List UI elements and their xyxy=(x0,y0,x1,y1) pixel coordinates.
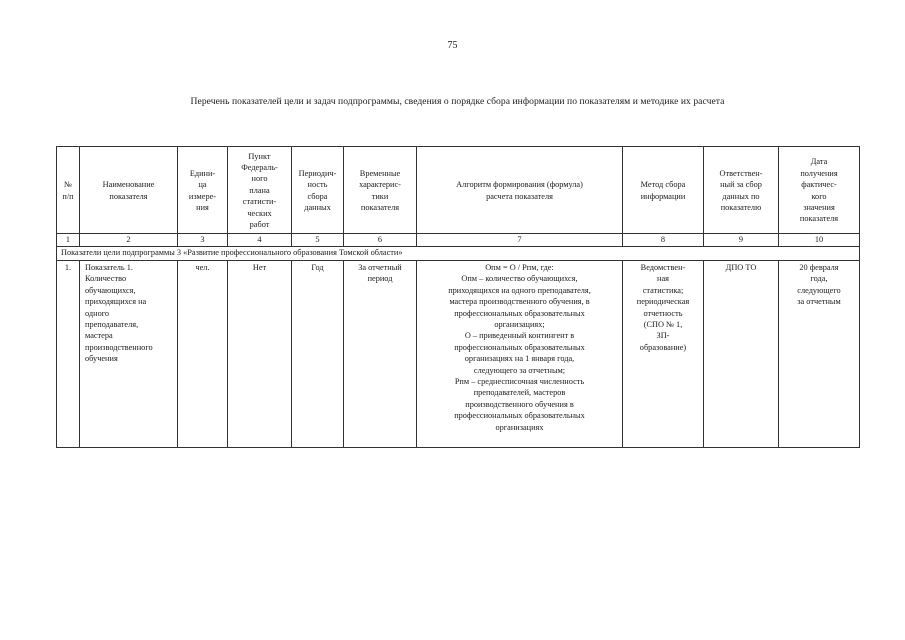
cell-line: следующего за отчетным; xyxy=(473,365,566,375)
page-number: 75 xyxy=(447,40,458,51)
cell-line: Количество xyxy=(85,274,127,284)
cell-line: статистика; xyxy=(642,285,684,295)
cell-line: отчетность xyxy=(643,308,683,318)
date-cell xyxy=(779,261,860,448)
cell-line: фактичес- xyxy=(801,180,837,190)
cell-line: Едини- xyxy=(189,168,216,178)
cell-line: обучения xyxy=(85,354,118,364)
cell-line: Опм = О / Рпм, где: xyxy=(485,263,554,272)
cell-line: Рпм – среднесписочная численность xyxy=(454,377,585,387)
cell-line: кого xyxy=(811,191,827,201)
header-row xyxy=(57,147,860,234)
column-number: 2 xyxy=(80,234,178,247)
cell-line: профессиональных образовательных xyxy=(454,411,585,421)
header-cell-fpsr xyxy=(228,147,292,234)
column-number: 6 xyxy=(344,234,417,247)
cell-line: Метод сбора xyxy=(640,180,686,190)
column-number-row xyxy=(57,234,860,247)
indicators-table xyxy=(56,146,860,448)
header-cell-num xyxy=(57,147,80,234)
cell-line: тики xyxy=(371,191,389,201)
cell-line: показателя xyxy=(360,202,400,212)
row-number: 1. xyxy=(57,261,80,448)
cell-line: период xyxy=(367,274,393,284)
cell-line: Дата xyxy=(810,157,828,167)
cell-line: следующего xyxy=(797,285,841,295)
cell-line: приходящихся на одного преподавателя, xyxy=(448,285,591,295)
cell-line: ЗП- xyxy=(656,331,670,341)
cell-line: плана xyxy=(249,185,270,195)
cell-line: Пункт xyxy=(248,151,271,161)
column-number: 1 xyxy=(57,234,80,247)
fpsr-cell: Нет xyxy=(228,261,292,448)
cell-line: периодическая xyxy=(636,297,690,307)
cell-line: (СПО № 1, xyxy=(643,320,683,330)
section-title: Показатели цели подпрограммы 3 «Развитие профессионального образования Томской области» xyxy=(57,247,860,261)
responsible-cell: ДПО ТО xyxy=(704,261,779,448)
cell-line: приходящихся на xyxy=(85,297,147,307)
cell-line: показателя xyxy=(109,191,148,201)
cell-line: производственного xyxy=(85,342,153,352)
header-cell-name xyxy=(80,147,178,234)
cell-line: производственного обучения в xyxy=(465,399,574,409)
cell-line: профессиональных образовательных xyxy=(454,342,585,352)
cell-line: преподавателей, мастеров xyxy=(473,388,566,398)
cell-line: ный за сбор xyxy=(720,180,762,190)
cell-line: ность xyxy=(307,180,328,190)
cell-line: показателя xyxy=(799,214,839,224)
cell-line: ная xyxy=(657,274,669,284)
cell-line: преподавателя, xyxy=(85,320,139,330)
header-cell-method xyxy=(623,147,704,234)
cell-line: ческих xyxy=(247,208,272,218)
cell-line: расчета показателя xyxy=(486,191,553,201)
cell-line: данных xyxy=(304,202,331,212)
cell-line: Ответствен- xyxy=(719,168,763,178)
cell-line: одного xyxy=(85,308,110,318)
cell-line: Наименование xyxy=(102,180,155,190)
cell-line: Федераль- xyxy=(241,162,278,172)
cell-line: образование) xyxy=(639,342,687,352)
column-number: 5 xyxy=(292,234,344,247)
method-cell xyxy=(623,261,704,448)
cell-line: Периодич- xyxy=(298,168,337,178)
cell-line: мастера производственного обучения, в xyxy=(449,297,590,307)
cell-line: мастера xyxy=(85,331,113,341)
indicator-name xyxy=(80,261,178,448)
column-number: 8 xyxy=(623,234,704,247)
cell-line: Опм – количество обучающихся, xyxy=(461,274,578,284)
cell-line: ного xyxy=(251,174,268,184)
cell-line: года, xyxy=(810,274,828,284)
cell-line: Показатель 1. xyxy=(85,263,134,272)
unit-cell: чел. xyxy=(178,261,228,448)
cell-line: получения xyxy=(800,168,838,178)
cell-line: характерис- xyxy=(359,180,401,190)
cell-line: значения xyxy=(803,202,835,212)
column-number: 7 xyxy=(417,234,623,247)
cell-line: № xyxy=(64,180,72,190)
formula-cell xyxy=(417,261,623,448)
cell-line: статисти- xyxy=(242,197,277,207)
cell-line: профессиональных образовательных xyxy=(454,308,585,318)
header-cell-formula xyxy=(417,147,623,234)
cell-line: организациях; xyxy=(494,320,545,330)
cell-line: организациях xyxy=(495,422,544,432)
header-cell-responsible xyxy=(704,147,779,234)
header-cell-unit xyxy=(178,147,228,234)
header-cell-periodicity xyxy=(292,147,344,234)
cell-line: п/п xyxy=(62,191,74,201)
cell-line: информации xyxy=(640,191,686,201)
header-cell-time xyxy=(344,147,417,234)
cell-line: За отчетный xyxy=(358,263,402,272)
cell-line: за отчетным xyxy=(797,297,841,307)
cell-line: работ xyxy=(249,220,270,230)
column-number: 10 xyxy=(779,234,860,247)
cell-line: ния xyxy=(196,202,209,212)
cell-line: данных по xyxy=(722,191,760,201)
column-number: 3 xyxy=(178,234,228,247)
cell-line: сбора xyxy=(307,191,328,201)
cell-line: О – приведенный контингент в xyxy=(464,331,575,341)
periodicity-cell: Год xyxy=(292,261,344,448)
cell-line: Временные xyxy=(359,168,401,178)
section-row xyxy=(57,247,860,261)
document-title: Перечень показателей цели и задач подпрограммы, сведения о порядке сбора информации по показателям и методике их расчета xyxy=(190,96,725,107)
cell-line: измере- xyxy=(188,191,217,201)
cell-line: 20 февраля xyxy=(799,263,839,272)
column-number: 4 xyxy=(228,234,292,247)
column-number: 9 xyxy=(704,234,779,247)
cell-line: ца xyxy=(198,180,207,190)
time-characteristic-cell xyxy=(344,261,417,448)
cell-line: показателю xyxy=(720,202,762,212)
table-row xyxy=(57,261,860,448)
cell-line: обучающихся, xyxy=(85,285,136,295)
cell-line: Ведомствен- xyxy=(640,263,686,272)
header-cell-date xyxy=(779,147,860,234)
cell-line: Алгоритм формирования (формула) xyxy=(456,180,583,190)
cell-line: организациях на 1 января года, xyxy=(464,354,575,364)
